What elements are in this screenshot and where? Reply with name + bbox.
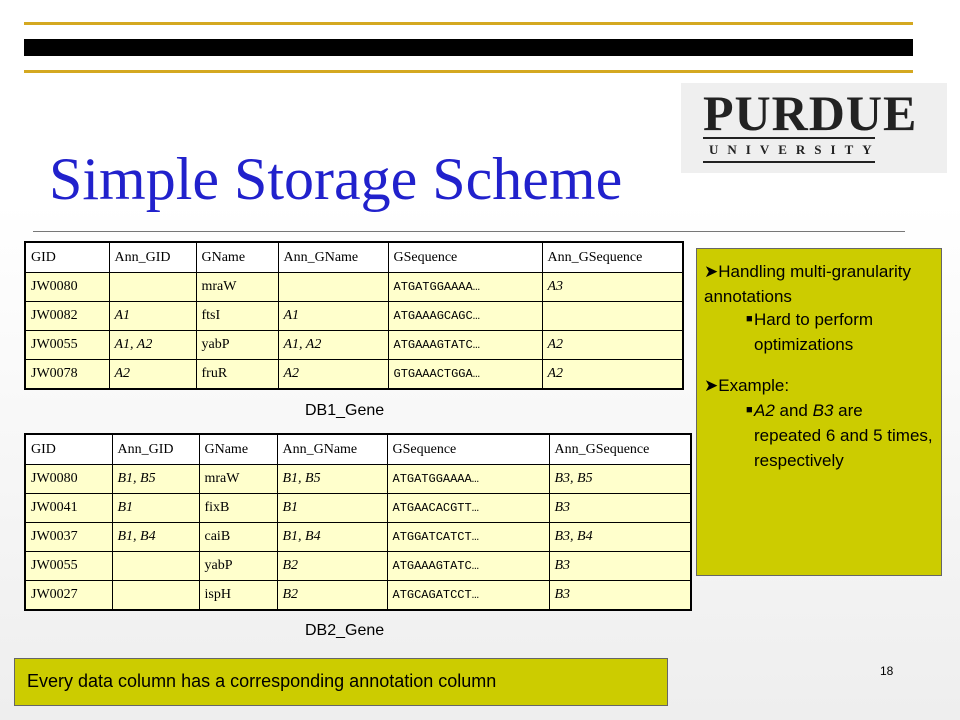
text-repeated: are repeated 6 and 5 times, respectively	[754, 401, 933, 470]
column-header: GName	[196, 242, 278, 273]
top-gold-line	[24, 22, 913, 25]
table-cell	[112, 581, 199, 611]
title-divider	[33, 231, 905, 232]
table-cell: ATGAAAGCAGC…	[388, 302, 542, 331]
table-cell: A1	[109, 302, 196, 331]
label-a2: A2	[754, 401, 775, 420]
column-header: GSequence	[387, 434, 549, 465]
table-cell: B1, B5	[112, 465, 199, 494]
column-header: GID	[25, 242, 109, 273]
table-cell: ATGCAGATCCT…	[387, 581, 549, 611]
table-cell: ATGATGGAAAA…	[387, 465, 549, 494]
sub-bullet-repeated	[746, 398, 934, 473]
page-number: 18	[880, 664, 894, 678]
table-cell: B1	[112, 494, 199, 523]
table-cell: JW0080	[25, 465, 112, 494]
table-cell: A2	[109, 360, 196, 390]
table-cell: mraW	[199, 465, 277, 494]
table-cell: fixB	[199, 494, 277, 523]
table-cell: GTGAAACTGGA…	[388, 360, 542, 390]
table-row	[25, 552, 691, 581]
sub-bullet-optimizations-text: Hard to perform optimizations	[754, 310, 874, 354]
table-row	[25, 494, 691, 523]
logo-sub-frame	[703, 137, 881, 163]
text-and: and	[774, 401, 813, 420]
table-row	[25, 581, 691, 611]
table-cell: caiB	[199, 523, 277, 552]
column-header: Ann_GName	[277, 434, 387, 465]
table-cell: JW0055	[25, 552, 112, 581]
table-cell: B2	[277, 581, 387, 611]
column-header: GID	[25, 434, 112, 465]
table-cell: JW0027	[25, 581, 112, 611]
table-cell: B3, B5	[549, 465, 691, 494]
square-bullet-icon: ■	[746, 404, 753, 416]
table-row	[25, 465, 691, 494]
table-cell: ftsI	[196, 302, 278, 331]
table-cell: B3	[549, 581, 691, 611]
table-row	[25, 360, 683, 390]
table-cell: B3	[549, 552, 691, 581]
table-cell: mraW	[196, 273, 278, 302]
table-cell: ATGATGGAAAA…	[388, 273, 542, 302]
table-cell	[542, 302, 683, 331]
table-cell: A1	[278, 302, 388, 331]
table-cell: fruR	[196, 360, 278, 390]
slide-title: Simple Storage Scheme	[49, 146, 623, 212]
table-header-row	[25, 434, 691, 465]
table-cell: JW0082	[25, 302, 109, 331]
table-row	[25, 273, 683, 302]
table-cell: A2	[542, 331, 683, 360]
table-cell: B1, B4	[112, 523, 199, 552]
table-row	[25, 523, 691, 552]
bullet-example-text: Example:	[718, 376, 790, 395]
table-header-row	[25, 242, 683, 273]
table-cell: B2	[277, 552, 387, 581]
table-cell: A2	[278, 360, 388, 390]
table-cell	[112, 552, 199, 581]
notes-box	[696, 248, 942, 576]
column-header: GSequence	[388, 242, 542, 273]
db1-gene-table	[24, 241, 684, 390]
footer-note-text: Every data column has a corresponding annotation column	[27, 671, 497, 691]
table-cell: ATGAAAGTATC…	[388, 331, 542, 360]
table-cell	[278, 273, 388, 302]
table-cell: JW0078	[25, 360, 109, 390]
bullet-handling	[704, 259, 936, 309]
table-row	[25, 302, 683, 331]
table-cell: A2	[542, 360, 683, 390]
sub-bullet-optimizations	[746, 307, 934, 357]
table-cell: B3	[549, 494, 691, 523]
column-header: Ann_GSequence	[549, 434, 691, 465]
table-cell: ATGAAAGTATC…	[387, 552, 549, 581]
purdue-logo	[681, 83, 947, 173]
table-cell: A3	[542, 273, 683, 302]
table-cell: ispH	[199, 581, 277, 611]
table-cell: JW0037	[25, 523, 112, 552]
bullet-example	[704, 373, 936, 398]
table-cell: yabP	[196, 331, 278, 360]
label-b3: B3	[812, 401, 834, 420]
square-bullet-icon: ■	[746, 313, 753, 325]
table-cell	[109, 273, 196, 302]
table-cell: A1, A2	[109, 331, 196, 360]
db2-caption: DB2_Gene	[305, 622, 385, 639]
table-row	[25, 331, 683, 360]
logo-wordmark: PURDUE	[703, 85, 918, 141]
lower-gold-line	[24, 70, 913, 73]
header-black-bar	[24, 39, 913, 56]
table-cell: B1, B5	[277, 465, 387, 494]
column-header: Ann_GID	[112, 434, 199, 465]
table-cell: JW0055	[25, 331, 109, 360]
table-cell: B1, B4	[277, 523, 387, 552]
db1-caption: DB1_Gene	[305, 402, 385, 419]
column-header: Ann_GSequence	[542, 242, 683, 273]
logo-subtitle: UNIVERSITY	[709, 142, 881, 157]
db2-gene-table	[24, 433, 692, 611]
column-header: Ann_GID	[109, 242, 196, 273]
column-header: Ann_GName	[278, 242, 388, 273]
table-cell: B3, B4	[549, 523, 691, 552]
table-cell: JW0041	[25, 494, 112, 523]
arrow-bullet-icon: ➤	[704, 262, 719, 281]
table-cell: ATGGATCATCT…	[387, 523, 549, 552]
table-cell: ATGAACACGTT…	[387, 494, 549, 523]
table-cell: JW0080	[25, 273, 109, 302]
table-cell: A1, A2	[278, 331, 388, 360]
arrow-bullet-icon: ➤	[704, 376, 719, 395]
bullet-handling-text: Handling multi-granularity annotations	[704, 262, 912, 306]
table-cell: yabP	[199, 552, 277, 581]
column-header: GName	[199, 434, 277, 465]
table-cell: B1	[277, 494, 387, 523]
footer-note-box	[14, 658, 668, 706]
